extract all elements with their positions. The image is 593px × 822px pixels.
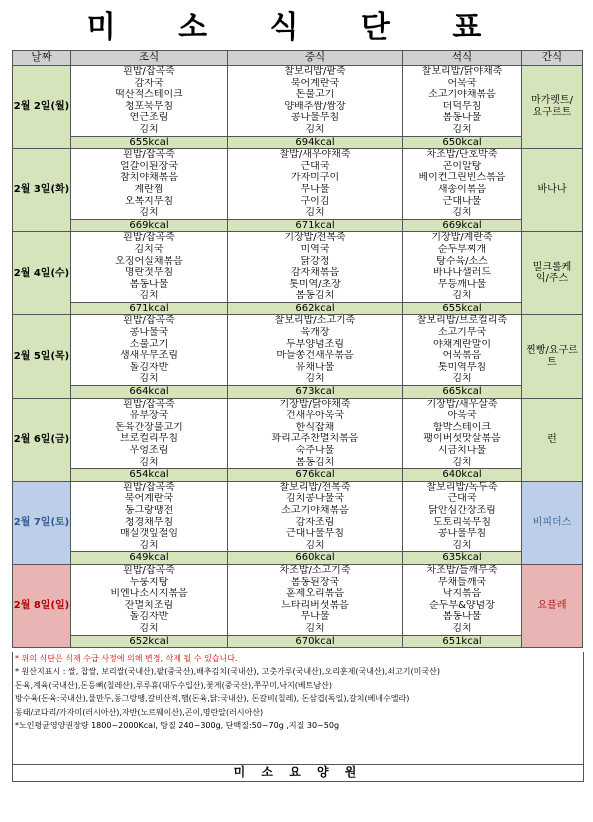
menu-item: 얼갈이된장국 [120, 160, 178, 172]
breakfast-menu [71, 398, 228, 469]
menu-item: 찰보리밥/팥죽 [284, 66, 346, 77]
snack-text: 런 [547, 433, 557, 445]
menu-item: 참치야채볶음 [120, 172, 178, 184]
kcal-row [13, 635, 583, 648]
menu-item: 콩나물국 [129, 327, 169, 339]
menu-item: 생새우무조림 [120, 350, 178, 362]
menu-item: 기장밥/계란죽 [431, 232, 493, 244]
kcal-row [13, 219, 583, 232]
origin-line: 돈육,계육(국내산),돈등뼈(칠레산),루루휴(대두수입산),꽃게(중국산),쭈꾸미,낙지(베트남산) [15, 680, 332, 690]
menu-item: 한식잡채 [295, 421, 335, 433]
facility-name: 미 소 요 양 원 [12, 764, 584, 782]
day-row [13, 232, 583, 303]
menu-item: 김치국 [134, 243, 164, 255]
header-breakfast: 조식 [71, 51, 228, 66]
menu-item: 김치 [305, 207, 325, 219]
menu-item: 닭강정 [300, 255, 330, 267]
breakfast-menu [71, 66, 228, 137]
snack-text: 마가렛트/ [530, 95, 573, 107]
menu-item: 유부장국 [129, 410, 169, 422]
menu-item: 떡산적스테이크 [115, 89, 183, 101]
menu-item: 양배추쌈/쌈장 [284, 100, 346, 112]
menu-item: 찰보리밥/녹두죽 [426, 481, 498, 493]
day-row [13, 481, 583, 552]
menu-item: 김치 [452, 373, 472, 385]
origin-line: * 원산지표시 : 쌀, 찹쌀, 보리쌀(국내산),팥(중국산),배추김치(국내산), 고춧가루(국내산),오리훈제(국내산),쇠고기(미국산) [15, 667, 440, 677]
day-date: 2월 4일(수) [13, 232, 71, 315]
menu-item: 곤이알탕 [442, 160, 482, 172]
menu-item: 감자조림 [295, 516, 335, 528]
dinner-menu [403, 66, 522, 137]
lunch-menu [228, 481, 403, 552]
kcal-cell: 649kcal [71, 552, 228, 565]
menu-item: 흰밥/잡곡죽 [123, 564, 175, 576]
kcal-cell: 665kcal [403, 386, 522, 399]
menu-item: 감자국 [134, 77, 164, 89]
menu-item: 소불고기 [129, 338, 169, 350]
day-date: 2월 8일(일) [13, 564, 71, 647]
kcal-cell: 650kcal [403, 136, 522, 149]
snack-cell [522, 232, 583, 315]
day-date: 2월 6일(금) [13, 398, 71, 481]
header-dinner: 석식 [403, 51, 522, 66]
kcal-cell: 671kcal [71, 302, 228, 315]
menu-item: 오복지무침 [124, 195, 174, 207]
menu-item: 훈제오리볶음 [286, 588, 344, 600]
kcal-row [13, 552, 583, 565]
menu-item: 기장밥/새우살죽 [426, 398, 498, 410]
menu-item: 김치콩나물국 [286, 493, 344, 505]
menu-item: 연근조림 [129, 112, 169, 124]
header-lunch: 중식 [228, 51, 403, 66]
dinner-menu [403, 315, 522, 386]
menu-item: 봄동김치 [295, 290, 335, 302]
page-title: 미 소 식 단 표 [86, 10, 508, 45]
menu-item: 야채계란말이 [433, 338, 491, 350]
menu-item: 누룽지탕 [129, 576, 169, 588]
menu-item: 어묵볶음 [442, 350, 482, 362]
kcal-cell: 664kcal [71, 386, 228, 399]
menu-item: 무채들깨국 [437, 576, 487, 588]
kcal-cell: 694kcal [228, 136, 403, 149]
snack-cell [522, 481, 583, 564]
snack-cell [522, 564, 583, 647]
menu-item: 함박스테이크 [433, 421, 491, 433]
day-row [13, 149, 583, 220]
menu-item: 순두부찌개 [437, 243, 487, 255]
dinner-menu [403, 232, 522, 303]
menu-item: 명란젓무침 [124, 267, 174, 279]
snack-text: 트 [547, 356, 557, 368]
breakfast-menu [71, 149, 228, 220]
menu-item: 김치 [139, 207, 159, 219]
menu-item: 오징어실채볶음 [115, 255, 183, 267]
menu-item: 계란찜 [134, 183, 164, 195]
lunch-menu [228, 398, 403, 469]
menu-item: 닭안심간장조림 [428, 504, 496, 516]
lunch-menu [228, 315, 403, 386]
menu-item: 김치 [452, 456, 472, 468]
notes-section [12, 652, 584, 765]
menu-item: 흰밥/잡곡죽 [123, 66, 175, 77]
menu-item: 김치 [139, 622, 159, 634]
kcal-cell: 655kcal [403, 302, 522, 315]
menu-item: 콩나물무침 [437, 528, 487, 540]
menu-item: 북어계란국 [290, 77, 340, 89]
snack-text: 요구르트 [532, 107, 572, 119]
kcal-cell: 635kcal [403, 552, 522, 565]
menu-item: 새송이볶음 [437, 183, 487, 195]
menu-item: 소고기야채볶음 [281, 504, 349, 516]
kcal-cell: 670kcal [228, 635, 403, 648]
snack-text: 익/주스 [535, 273, 569, 285]
menu-item: 무등깨나물 [437, 278, 487, 290]
dinner-menu [403, 564, 522, 635]
menu-item: 김치 [139, 290, 159, 302]
snack-text: 비피더스 [532, 517, 572, 529]
kcal-cell: 662kcal [228, 302, 403, 315]
kcal-row [13, 386, 583, 399]
menu-item: 아욱국 [447, 410, 477, 422]
menu-item: 팽이버섯맛살볶음 [423, 433, 501, 445]
day-row [13, 66, 583, 137]
day-date: 2월 7일(토) [13, 481, 71, 564]
menu-item: 근대국 [447, 493, 477, 505]
menu-item: 두부양념조림 [286, 338, 344, 350]
menu-item: 근대국 [300, 160, 330, 172]
menu-item: 차조밥/소고기죽 [279, 564, 351, 576]
header-snack: 간식 [522, 51, 583, 66]
menu-item: 어묵국 [447, 77, 477, 89]
menu-item: 매실갯잎절임 [120, 528, 178, 540]
origin-line: 동태/코다리/가자미(러시아산),자반(노르웨이산),곤이,명란알(러시아산) [15, 707, 264, 717]
menu-item: 흰밥/잡곡죽 [123, 315, 175, 327]
menu-item: 돌김자반 [129, 611, 169, 623]
dinner-menu [403, 149, 522, 220]
menu-item: 돈불고기 [295, 89, 335, 101]
header-row [13, 51, 583, 66]
menu-item: 무나물 [300, 611, 330, 623]
menu-item: 건새우아욱국 [286, 410, 344, 422]
menu-item: 차조밥/들깨무죽 [426, 564, 498, 576]
menu-item: 김치 [139, 123, 159, 135]
menu-item: 더덕무침 [442, 100, 482, 112]
day-row [13, 398, 583, 469]
menu-item: 도토리묵무침 [433, 516, 491, 528]
snack-cell [522, 315, 583, 398]
menu-item: 기장밥/닭야채죽 [279, 398, 351, 410]
menu-item: 차조밥/단호박죽 [426, 149, 498, 161]
menu-item: 봄동나물 [129, 278, 169, 290]
menu-item: 돌김자반 [129, 361, 169, 373]
menu-item: 낙지볶음 [442, 588, 482, 600]
menu-item: 김치 [452, 123, 472, 135]
kcal-cell: 652kcal [71, 635, 228, 648]
header-date: 날짜 [13, 51, 71, 66]
kcal-cell: 671kcal [228, 219, 403, 232]
kcal-cell: 660kcal [228, 552, 403, 565]
kcal-row [13, 302, 583, 315]
lunch-menu [228, 149, 403, 220]
menu-item: 톳미역/초장 [289, 278, 341, 290]
menu-table [12, 50, 583, 648]
menu-item: 봄동된장국 [290, 576, 340, 588]
origin-line: 방수육(돈육:국내산),물만두,동그랑땡,갈비산적,햄(돈육,닭:국내산), 돈갈비(칠레), 돈삼겹(독일),갈치(베네수엘라) [15, 694, 410, 704]
menu-item: 근대나물무침 [286, 528, 344, 540]
breakfast-menu [71, 315, 228, 386]
menu-item: 기장밥/전복죽 [284, 232, 346, 244]
menu-item: 콩나물무침 [290, 112, 340, 124]
menu-body [13, 66, 583, 648]
menu-item: 김치 [452, 539, 472, 551]
menu-item: 찰보리밥/닭야채죽 [421, 66, 503, 77]
menu-item: 구이김 [300, 195, 330, 207]
day-date: 2월 5일(목) [13, 315, 71, 398]
menu-item: 흰밥/잡곡죽 [123, 149, 175, 161]
snack-text: 요플레 [537, 600, 567, 612]
kcal-cell: 676kcal [228, 469, 403, 482]
breakfast-menu [71, 481, 228, 552]
kcal-cell: 654kcal [71, 469, 228, 482]
menu-item: 김치 [452, 622, 472, 634]
menu-item: 김치 [452, 207, 472, 219]
day-date: 2월 2일(월) [13, 66, 71, 149]
menu-item: 숙주나물 [295, 445, 335, 456]
menu-item: 흰밥/잡곡죽 [123, 232, 175, 244]
menu-item: 김치 [305, 539, 325, 551]
menu-item: 느타리버섯볶음 [281, 599, 349, 611]
menu-item: 김치 [305, 123, 325, 135]
kcal-cell: 655kcal [71, 136, 228, 149]
menu-item: 비엔나소시지볶음 [110, 588, 188, 600]
menu-item: 청포묵무침 [124, 100, 174, 112]
menu-item: 봄동김치 [295, 456, 335, 468]
kcal-row [13, 136, 583, 149]
menu-item: 무나물 [300, 183, 330, 195]
snack-text: 밀크롤케 [532, 261, 572, 273]
breakfast-menu [71, 232, 228, 303]
kcal-cell: 673kcal [228, 386, 403, 399]
menu-item: 탕수육/소스 [436, 255, 488, 267]
day-row [13, 315, 583, 386]
menu-item: 김치 [452, 290, 472, 302]
menu-item: 김치 [305, 622, 325, 634]
day-date: 2월 3일(화) [13, 149, 71, 232]
nutrition-note: *노인평균영양권장량 1800~2000Kcal, 탕질 240~300g, 단백질:50~70g ,지질 30~50g [15, 721, 340, 731]
snack-text: 찐빵/요구르 [526, 344, 578, 356]
dinner-menu [403, 481, 522, 552]
menu-item: 찰밥/새우야채죽 [279, 149, 351, 161]
day-row [13, 564, 583, 635]
lunch-menu [228, 564, 403, 635]
menu-item: 베이컨그린빈스볶음 [418, 172, 506, 184]
snack-text: 바나나 [537, 184, 567, 196]
menu-item: 김치 [305, 373, 325, 385]
menu-item: 유채나물 [295, 361, 335, 373]
menu-item: 근대나물 [442, 195, 482, 207]
dinner-menu [403, 398, 522, 469]
menu-item: 가자미구이 [290, 172, 340, 184]
menu-item: 동그랑땡전 [124, 504, 174, 516]
snack-cell [522, 149, 583, 232]
menu-item: 꽈리고추찬멸치볶음 [271, 433, 359, 445]
kcal-row [13, 469, 583, 482]
kcal-cell: 651kcal [403, 635, 522, 648]
menu-item: 브로컬리무침 [120, 433, 178, 445]
menu-item: 육개장 [300, 327, 330, 339]
lunch-menu [228, 66, 403, 137]
menu-item: 북어계란국 [124, 493, 174, 505]
menu-item: 잔멸치조림 [124, 599, 174, 611]
snack-cell [522, 66, 583, 149]
menu-item: 우엉조림 [129, 445, 169, 456]
snack-cell [522, 398, 583, 481]
menu-item: 찰보리밥/브로컬리죽 [416, 315, 508, 327]
breakfast-menu [71, 564, 228, 635]
menu-item: 청경채무침 [124, 516, 174, 528]
kcal-cell: 669kcal [71, 219, 228, 232]
menu-item: 시금치나물 [437, 445, 487, 456]
menu-item: 감자채볶음 [290, 267, 340, 279]
menu-item: 톳미역무침 [437, 361, 487, 373]
kcal-cell: 640kcal [403, 469, 522, 482]
menu-item: 봄동나물 [442, 112, 482, 124]
menu-item: 소고기무국 [437, 327, 487, 339]
menu-item: 김치 [139, 373, 159, 385]
menu-item: 봄동나물 [442, 611, 482, 623]
menu-item: 김치 [139, 539, 159, 551]
menu-item: 미역국 [300, 243, 330, 255]
menu-item: 마늘쫑건새우볶음 [276, 350, 354, 362]
menu-item: 소고기야채볶음 [428, 89, 496, 101]
menu-item: 김치 [139, 456, 159, 468]
kcal-cell: 669kcal [403, 219, 522, 232]
menu-item: 바나나샐러드 [433, 267, 491, 279]
lunch-menu [228, 232, 403, 303]
menu-item: 순두부&양념장 [429, 599, 495, 611]
menu-item: 찰보리밥/전복죽 [279, 481, 351, 493]
menu-item: 흰밥/잡곡죽 [123, 481, 175, 493]
menu-item: 돈육간장불고기 [115, 421, 183, 433]
menu-item: 찰보리밥/소고기죽 [274, 315, 356, 327]
menu-item: 흰밥/잡곡죽 [123, 398, 175, 410]
menu-change-warning: * 위의 식단은 식재 수급 사정에 의해 변경, 삭제 될 수 있습니다. [15, 654, 238, 663]
